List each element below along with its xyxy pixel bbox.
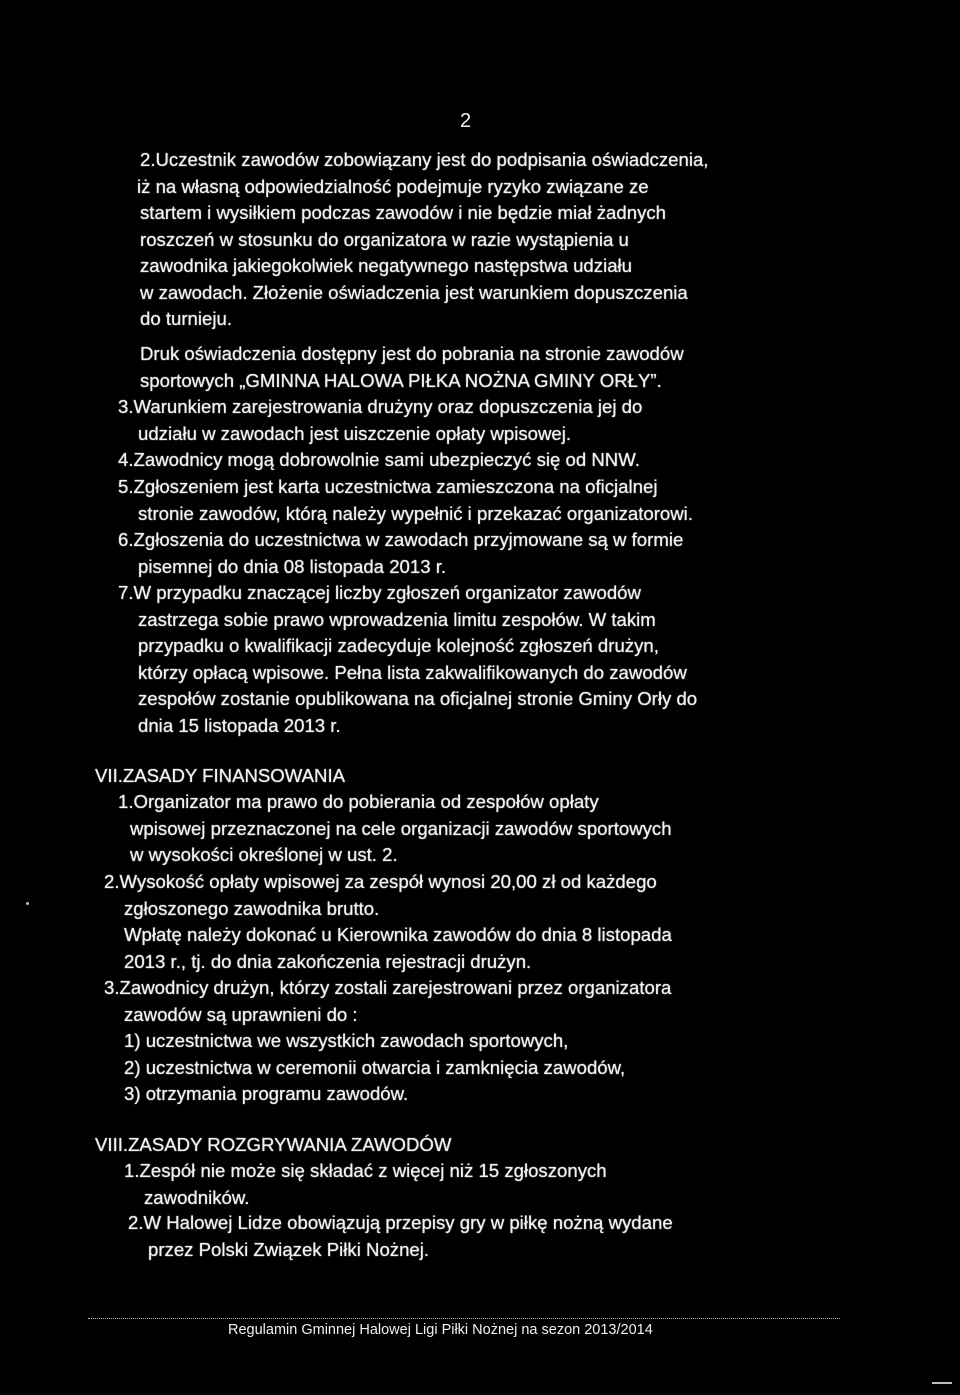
text-line: zgłoszonego zawodnika brutto. bbox=[124, 897, 380, 919]
paragraph-6-5 bbox=[118, 474, 693, 527]
section-heading-8: VIII.ZASADY ROZGRYWANIA ZAWODÓW bbox=[95, 1134, 452, 1155]
scan-speck bbox=[932, 1382, 952, 1384]
text-line: wpisowej przeznaczonej na cele organizacji zawodów sportowych bbox=[130, 817, 672, 839]
text-line: udziału w zawodach jest uiszczenie opłaty wpisowej. bbox=[138, 422, 572, 444]
paragraph-6-2 bbox=[137, 147, 709, 333]
text-line: sportowych „GMINNA HALOWA PIŁKA NOŻNA GMINY ORŁY”. bbox=[140, 369, 662, 391]
text-line: 1.Zespół nie może się składać z więcej niż 15 zgłoszonych bbox=[124, 1160, 607, 1181]
text-line: startem i wysiłkiem podczas zawodów i nie będzie miał żadnych bbox=[140, 202, 667, 223]
text-line: 3) otrzymania programu zawodów. bbox=[124, 1083, 409, 1104]
text-line: 2.Wysokość opłaty wpisowej za zespół wynosi 20,00 zł od każdego bbox=[104, 871, 657, 892]
scan-speck bbox=[26, 902, 29, 905]
text-line: Druk oświadczenia dostępny jest do pobrania na stronie zawodów bbox=[140, 343, 684, 364]
text-line: 2.W Halowej Lidze obowiązują przepisy gry w piłkę nożną wydane bbox=[128, 1212, 673, 1233]
text-line: 1) uczestnictwa we wszystkich zawodach sportowych, bbox=[124, 1030, 569, 1051]
text-line: Wpłatę należy dokonać u Kierownika zawodów do dnia 8 listopada bbox=[124, 924, 672, 945]
text-line: roszczeń w stosunku do organizatora w razie wystąpienia u bbox=[140, 228, 629, 250]
text-line: w zawodach. Złożenie oświadczenia jest warunkiem dopuszczenia bbox=[140, 281, 688, 303]
text-line: 6.Zgłoszenia do uczestnictwa w zawodach przyjmowane są w formie bbox=[118, 529, 684, 550]
paragraph-6-note bbox=[140, 341, 684, 394]
text-line: w wysokości określonej w ust. 2. bbox=[130, 844, 398, 865]
paragraph-6-6 bbox=[118, 527, 683, 580]
paragraph-7-2 bbox=[104, 869, 657, 922]
paragraph-8-2 bbox=[128, 1210, 673, 1263]
paragraph-6-7 bbox=[118, 580, 697, 739]
text-line: 5.Zgłoszeniem jest karta uczestnictwa zamieszczona na oficjalnej bbox=[118, 476, 658, 497]
text-line: pisemnej do dnia 08 listopada 2013 r. bbox=[138, 555, 447, 577]
footer-divider bbox=[88, 1318, 840, 1319]
text-line: do turnieju. bbox=[140, 308, 232, 329]
text-line: dnia 15 listopada 2013 r. bbox=[138, 714, 341, 736]
text-line: przypadku o kwalifikacji zadecyduje kolejność zgłoszeń drużyn, bbox=[138, 635, 659, 656]
text-line: zawodnika jakiegokolwiek negatywnego następstwa udziału bbox=[140, 255, 633, 276]
text-line: iż na własną odpowiedzialność podejmuje ryzyko związane ze bbox=[137, 175, 649, 197]
page-number: 2 bbox=[460, 110, 472, 132]
text-line: 7.W przypadku znaczącej liczby zgłoszeń organizator zawodów bbox=[118, 582, 641, 603]
text-line: 3.Zawodnicy drużyn, którzy zostali zarejestrowani przez organizatora bbox=[104, 977, 672, 998]
text-line: 4.Zawodnicy mogą dobrowolnie sami ubezpieczyć się od NNW. bbox=[118, 449, 640, 470]
text-line: zawodów są uprawnieni do : bbox=[124, 1003, 358, 1025]
text-line: zawodników. bbox=[144, 1186, 250, 1208]
paragraph-6-3 bbox=[118, 394, 642, 447]
paragraph-6-4 bbox=[118, 447, 640, 474]
text-line: stronie zawodów, którą należy wypełnić i przekazać organizatorowi. bbox=[138, 502, 693, 524]
text-line: 2.Uczestnik zawodów zobowiązany jest do podpisania oświadczenia, bbox=[140, 149, 709, 170]
paragraph-7-1 bbox=[118, 789, 672, 869]
paragraph-7-3 bbox=[104, 975, 671, 1108]
text-line: zastrzega sobie prawo wprowadzenia limitu zespołów. W takim bbox=[138, 608, 656, 630]
footer-text: Regulamin Gminnej Halowej Ligi Piłki Nożnej na sezon 2013/2014 bbox=[228, 1322, 653, 1338]
paragraph-8-1 bbox=[124, 1158, 607, 1211]
text-line: którzy opłacą wpisowe. Pełna lista zakwalifikowanych do zawodów bbox=[138, 661, 687, 683]
paragraph-7-payment bbox=[124, 922, 672, 975]
text-line: 3.Warunkiem zarejestrowania drużyny oraz dopuszczenia jej do bbox=[118, 396, 643, 417]
text-line: 1.Organizator ma prawo do pobierania od zespołów opłaty bbox=[118, 791, 599, 812]
text-line: 2013 r., tj. do dnia zakończenia rejestracji drużyn. bbox=[124, 950, 532, 972]
section-heading-7: VII.ZASADY FINANSOWANIA bbox=[95, 765, 346, 786]
text-line: 2) uczestnictwa w ceremonii otwarcia i zamknięcia zawodów, bbox=[124, 1056, 626, 1078]
text-line: zespołów zostanie opublikowana na oficjalnej stronie Gminy Orły do bbox=[138, 688, 698, 709]
text-line: przez Polski Związek Piłki Nożnej. bbox=[148, 1238, 430, 1260]
